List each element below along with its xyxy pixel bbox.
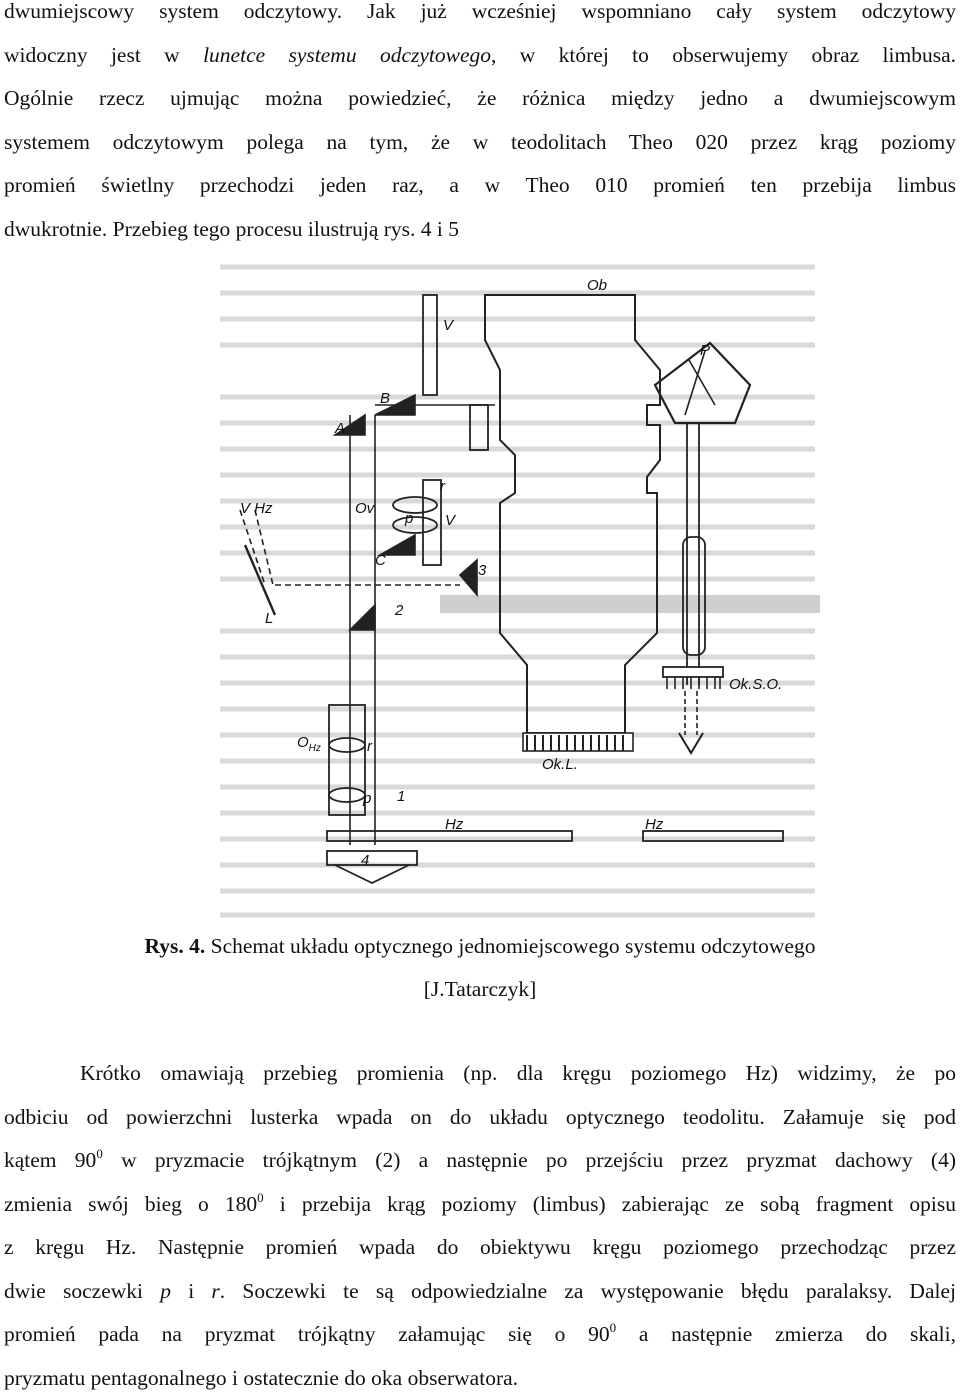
reading-scale-eyepiece: [663, 667, 723, 677]
show-through-heading: [440, 595, 820, 613]
optical-schematic-drawing: [215, 255, 822, 920]
label-1: 1: [397, 788, 405, 805]
figure-source: [J.Tatarczyk]: [0, 968, 960, 1011]
label-hz-right: Hz: [645, 816, 664, 833]
label-p-mid: p: [404, 510, 413, 527]
text-line: dwie soczewki p i r. Soczewki te są odpowiedzialne za występowanie błędu paralaksy. Dalej: [4, 1270, 956, 1314]
prism-2: [350, 605, 375, 630]
label-ok-s-o: Ok.S.O.: [729, 676, 782, 693]
text-line: zmienia swój bieg o $180^0$ i przebija krąg poziomy (limbus) zabierając ze sobą fragment opisu: [4, 1183, 956, 1227]
text-line: kątem $90^0$ w pryzmacie trójkątnym (2) a następnie po przejściu przez pryzmat dachowy (4): [4, 1139, 956, 1183]
text-line: dwukrotnie. Przebieg tego procesu ilustrują rys. 4 i 5: [4, 208, 956, 252]
label-r-lower: r: [367, 738, 373, 755]
lens-symbol-p: p: [160, 1279, 171, 1303]
degree-superscript: 0: [610, 1320, 617, 1335]
label-v-mid: V: [445, 512, 457, 529]
degree-superscript: 0: [257, 1190, 264, 1205]
figure-caption: [0, 925, 960, 968]
text-line: pryzmatu pentagonalnego i ostatecznie do oka obserwatora.: [4, 1357, 956, 1400]
label-r-top: r: [440, 478, 446, 495]
label-hz-left: Hz: [445, 816, 464, 833]
lens-symbol-r: r: [211, 1279, 219, 1303]
label-ov: Ov: [355, 500, 376, 517]
label-a: A: [334, 420, 345, 437]
label-p: P: [700, 342, 710, 359]
optical-schematic-figure: [215, 255, 822, 920]
figure-label: Rys. 4.: [145, 934, 206, 958]
mirror-element: [470, 405, 488, 450]
text-line: widoczny jest w lunetce systemu odczytowego, w której to obserwujemy obraz limbusa.: [4, 34, 956, 78]
telescope-body: [485, 295, 660, 733]
text-line: promień pada na pryzmat trójkątny załamując się o $90^0$ a następnie zmierza do skali,: [4, 1313, 956, 1357]
lens-p-lower: [329, 788, 365, 802]
label-4: 4: [361, 852, 369, 869]
description-paragraph: [4, 1052, 956, 1400]
lens-r-lower: [329, 738, 365, 752]
label-ok-l: Ok.L.: [542, 756, 578, 773]
degree-superscript: 0: [96, 1146, 103, 1161]
label-b: B: [380, 390, 390, 407]
label-l: L: [265, 610, 273, 627]
text-line: z kręgu Hz. Następnie promień wpada do obiektywu kręgu poziomego przechodząc przez: [4, 1226, 956, 1270]
text-line: odbiciu od powierzchni lusterka wpada on do układu optycznego teodolitu. Załamuje się pod: [4, 1096, 956, 1140]
label-v-top: V: [443, 317, 455, 334]
text-line: dwumiejscowy system odczytowy. Jak już wcześniej wspomniano cały system odczytowy: [4, 0, 956, 34]
label-o-hz: $O_{Hz}$: [297, 734, 321, 754]
text-line: systemem odczytowym polega na tym, że w teodolitach Theo 020 przez krąg poziomy: [4, 121, 956, 165]
label-2: 2: [394, 602, 404, 619]
intro-paragraph: [4, 0, 956, 251]
emphasis-term: lunetce systemu odczytowego: [203, 43, 491, 67]
prism-3: [460, 560, 477, 595]
incident-ray-v: [240, 510, 265, 585]
text-line: Ogólnie rzecz ujmując można powiedzieć, że różnica między jedno a dwumiejscowym: [4, 77, 956, 121]
label-v-hz: V Hz: [240, 500, 273, 517]
roof-prism-4-tip: [335, 865, 409, 883]
label-p-lower: p: [362, 790, 371, 807]
label-3: 3: [478, 562, 487, 579]
text-line: promień świetlny przechodzi jeden raz, a w Theo 010 promień ten przebija limbus: [4, 164, 956, 208]
figure-title: Schemat układu optycznego jednomiejscowego systemu odczytowego: [205, 934, 815, 958]
text-line: Krótko omawiają przebieg promienia (np. dla kręgu poziomego Hz) widzimy, że po: [4, 1052, 956, 1096]
show-through-texture: [220, 267, 815, 915]
reading-eyepiece: [523, 733, 633, 751]
label-ob: Ob: [587, 277, 607, 294]
label-c: C: [375, 552, 386, 569]
